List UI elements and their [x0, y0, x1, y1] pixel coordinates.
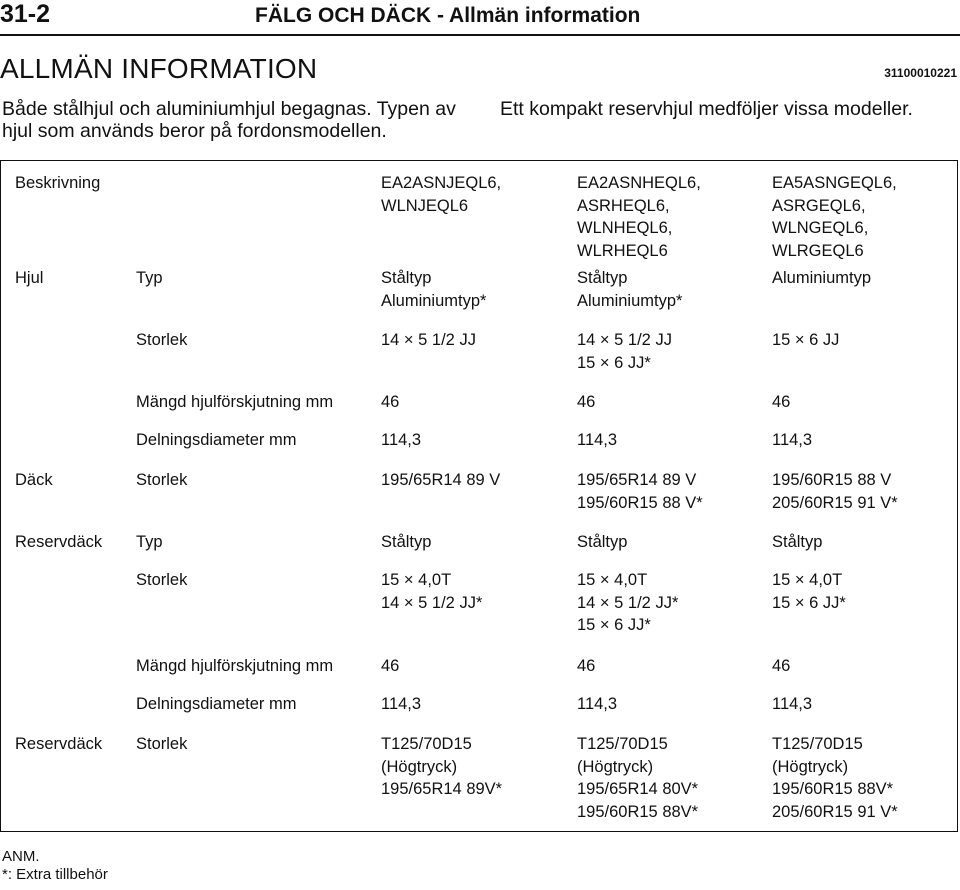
intro-right-text: Ett kompakt reservhjul medföljer vissa modeller. [500, 98, 913, 120]
table-header-col2-line: WLNHEQL6, [577, 219, 673, 237]
row-cell-col1-line: 46 [381, 393, 400, 411]
row-cell-col1-line: 15 × 4,0T [381, 571, 452, 589]
row-cell-col2-line: 46 [577, 393, 596, 411]
row-cell-col1 [381, 655, 399, 678]
row-cell-col3-line: 15 × 6 JJ [772, 331, 840, 349]
row-cell-col2-line: (Högtryck) [577, 757, 654, 776]
row-cell-col1-line: 14 × 5 1/2 JJ* [381, 593, 483, 612]
table-header-col3 [772, 172, 897, 262]
page-header [0, 0, 960, 34]
row-cell-col1 [381, 329, 476, 352]
row-cell-col1 [381, 469, 500, 492]
section-code: 31100010221 [884, 66, 957, 80]
table-header-col1-line: EA2ASNJEQL6, [381, 174, 502, 192]
page-number: 31-2 [0, 0, 51, 28]
row-cell-col2 [577, 429, 617, 452]
row-cell-col1 [381, 391, 399, 414]
row-cell-col1 [381, 733, 502, 801]
row-cell-col2-line: 195/60R15 88 V* [577, 493, 703, 512]
row-item-label: Storlek [136, 331, 188, 349]
table-header-col3-line: WLNGEQL6, [772, 219, 869, 237]
row-cell-col1-line: T125/70D15 [381, 735, 472, 753]
row-cell-col1 [381, 531, 431, 554]
row-cell-col2 [577, 391, 595, 414]
row-cell-col3-line: (Högtryck) [772, 757, 849, 776]
row-cell-col1-line: 114,3 [381, 695, 422, 713]
row-cell-col2 [577, 329, 672, 374]
table-header-col1-line: WLNJEQL6 [381, 196, 469, 215]
row-cell-col1-line: 14 × 5 1/2 JJ [381, 331, 476, 349]
row-cell-col2-line: T125/70D15 [577, 735, 668, 753]
table-header-col3-line: WLRGEQL6 [772, 241, 864, 260]
row-cell-col1 [381, 569, 482, 614]
note-label: ANM. [2, 848, 40, 865]
row-group-label: Reservdäck [15, 735, 103, 753]
note-text: *: Extra tillbehör [2, 866, 108, 883]
row-cell-col1-line: Ståltyp [381, 269, 432, 287]
row-group-label: Hjul [15, 269, 44, 287]
row-group-label: Reservdäck [15, 533, 103, 551]
table-header-col2 [577, 172, 701, 262]
row-cell-col3-line: 195/60R15 88V* [772, 780, 894, 798]
row-cell-col3 [772, 267, 871, 290]
row-cell-col2-line: Ståltyp [577, 269, 628, 287]
row-cell-col2-line: 14 × 5 1/2 JJ* [577, 593, 679, 612]
table-header-col1 [381, 172, 501, 217]
row-cell-col2 [577, 569, 678, 637]
row-cell-col3-line: T125/70D15 [772, 735, 863, 753]
row-cell-col2-line: 15 × 4,0T [577, 571, 648, 589]
row-cell-col3 [772, 429, 812, 452]
table-header-col3-line: ASRGEQL6, [772, 196, 866, 215]
row-cell-col3 [772, 655, 790, 678]
row-cell-col3-line: 205/60R15 91 V* [772, 493, 898, 512]
row-item-label: Mängd hjulförskjutning mm [136, 657, 334, 675]
row-cell-col2 [577, 531, 627, 554]
header-rule [0, 34, 960, 36]
row-cell-col3-line: 15 × 4,0T [772, 571, 843, 589]
row-cell-col3-line: Aluminiumtyp [772, 269, 872, 287]
spec-table [0, 160, 958, 832]
row-item-label: Delningsdiameter mm [136, 431, 297, 449]
row-cell-col2-line: 114,3 [577, 695, 618, 713]
row-cell-col1 [381, 693, 421, 716]
row-cell-col3-line: 46 [772, 657, 791, 675]
section-title: ALLMÄN INFORMATION [0, 53, 318, 84]
row-cell-col3-line: 15 × 6 JJ* [772, 593, 846, 612]
row-cell-col3-line: 114,3 [772, 695, 813, 713]
row-group-label: Däck [15, 471, 53, 489]
row-item-label: Delningsdiameter mm [136, 695, 297, 713]
table-header-col2-line: WLRHEQL6 [577, 241, 668, 260]
row-cell-col2-line: 15 × 6 JJ* [577, 616, 651, 634]
intro-left-text: Både stålhjul och aluminiumhjul begagnas. Typen av hjul som används beror på fordonsmodellen. [2, 98, 456, 142]
row-cell-col1-line: 195/65R14 89V* [381, 780, 503, 798]
row-cell-col2 [577, 267, 682, 312]
row-cell-col1-line: Ståltyp [381, 533, 432, 551]
row-cell-col1-line: 195/65R14 89 V [381, 471, 501, 489]
row-cell-col3-line: 205/60R15 91 V* [772, 802, 898, 821]
row-cell-col3 [772, 569, 846, 614]
table-header-col3-line: EA5ASNGEQL6, [772, 174, 897, 192]
row-cell-col2 [577, 469, 703, 514]
table-header-label: Beskrivning [15, 174, 101, 192]
note [2, 848, 108, 884]
page-title: FÄLG OCH DÄCK - Allmän information [255, 4, 641, 27]
row-item-label: Typ [136, 269, 163, 287]
row-cell-col2-line: Ståltyp [577, 533, 628, 551]
row-item-label: Storlek [136, 471, 188, 489]
row-item-label: Storlek [136, 735, 188, 753]
row-cell-col3 [772, 531, 822, 554]
row-cell-col2 [577, 733, 698, 823]
row-cell-col1 [381, 267, 486, 312]
row-cell-col2-line: 46 [577, 657, 596, 675]
row-cell-col1-line: 46 [381, 657, 400, 675]
row-cell-col3-line: 114,3 [772, 431, 813, 449]
row-cell-col2 [577, 693, 617, 716]
table-header-col2-line: ASRHEQL6, [577, 196, 670, 215]
table-header-col2-line: EA2ASNHEQL6, [577, 174, 701, 192]
row-cell-col2-line: 114,3 [577, 431, 618, 449]
row-cell-col2-line: 14 × 5 1/2 JJ [577, 331, 672, 349]
row-cell-col1-line: (Högtryck) [381, 757, 458, 776]
row-cell-col3 [772, 391, 790, 414]
row-cell-col2 [577, 655, 595, 678]
row-cell-col2-line: 15 × 6 JJ* [577, 353, 651, 372]
row-cell-col2-line: Aluminiumtyp* [577, 291, 683, 310]
row-cell-col3 [772, 693, 812, 716]
row-cell-col3 [772, 733, 898, 823]
row-item-label: Mängd hjulförskjutning mm [136, 393, 334, 411]
row-cell-col2-line: 195/60R15 88V* [577, 802, 699, 821]
row-cell-col3-line: Ståltyp [772, 533, 823, 551]
row-cell-col1-line: 114,3 [381, 431, 422, 449]
row-cell-col3 [772, 469, 898, 514]
row-cell-col2-line: 195/65R14 89 V [577, 471, 697, 489]
row-cell-col3-line: 195/60R15 88 V [772, 471, 892, 489]
row-cell-col1 [381, 429, 421, 452]
row-cell-col2-line: 195/65R14 80V* [577, 780, 699, 798]
row-cell-col3-line: 46 [772, 393, 791, 411]
row-cell-col1-line: Aluminiumtyp* [381, 291, 487, 310]
row-item-label: Storlek [136, 571, 188, 589]
row-cell-col3 [772, 329, 839, 352]
row-item-label: Typ [136, 533, 163, 551]
